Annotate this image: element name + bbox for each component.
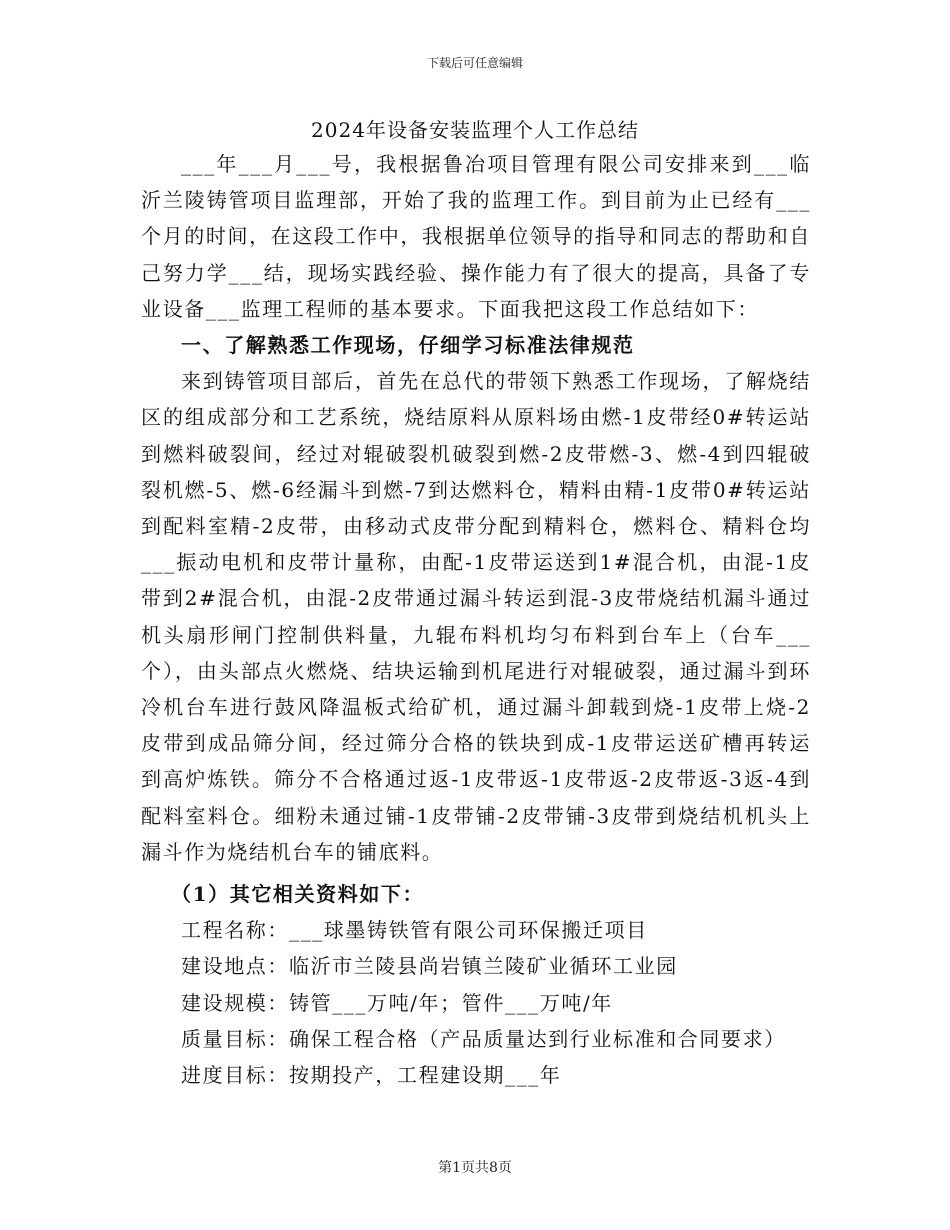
intro-paragraph: ___年___月___号，我根据鲁冶项目管理有限公司安排来到___临沂兰陵铸管项目监理部，开始了我的监理工作。到目前为止已经有___个月的时间，在这段工作中，我根据单位领导的指导和同志的帮助和自己努力学___结，现场实践经验、操作能力有了很大的提高，具备了专业设备___监理工程师的基本要求。下面我把这段工作总结如下： (141, 152, 811, 321)
subsection-heading: （1）其它相关资料如下： (171, 882, 425, 907)
info-line-location: 建设地点：临沂市兰陵县尚岩镇兰陵矿业循环工业园 (181, 954, 678, 979)
info-line-quality-target: 质量目标：确保工程合格（产品质量达到行业标准和合同要求） (181, 1026, 786, 1051)
section-1-paragraph: 来到铸管项目部后，首先在总代的带领下熟悉工作现场，了解烧结区的组成部分和工艺系统，烧结原料从原料场由燃-1皮带经0#转运站到燃料破裂间，经过对辊破裂机破裂到燃-2皮带燃-3、燃-4到四辊破裂机燃-5、燃-6经漏斗到燃-7到达燃料仓，精料由精-1皮带0#转运站到配料室精-2皮带，由移动式皮带分配到精料仓，燃料仓、精料仓均___振动电机和皮带计量称，由配-1皮带运送到1#混合机，由混-1皮带到2#混合机，由混-2皮带通过漏斗转运到混-3皮带烧结机漏斗通过机头扇形闸门控制供料量，九辊布料机均匀布料到台车上（台车___个），由头部点火燃烧、结块运输到机尾进行对辊破裂，通过漏斗到环冷机台车进行鼓风降温板式给矿机，通过漏斗卸载到烧-1皮带上烧-2皮带到成品筛分间，经过筛分合格的铁块到成-1皮带运送矿槽再转运到高炉炼铁。筛分不合格通过返-1皮带返-1皮带返-2皮带返-3返-4到配料室料仓。细粉未通过铺-1皮带铺-2皮带铺-3皮带到烧结机机头上漏斗作为烧结机台车的铺底料。 (141, 369, 811, 864)
info-line-project-name: 工程名称：___球墨铸铁管有限公司环保搬迁项目 (181, 918, 648, 943)
document-title: 2024年设备安装监理个人工作总结 (311, 118, 639, 142)
section-heading-1: 一、了解熟悉工作现场，仔细学习标准法律规范 (181, 333, 635, 358)
page-header-note: 下载后可任意编辑 (426, 56, 523, 70)
page-number: 第1页共8页 (438, 1160, 512, 1176)
info-line-schedule-target: 进度目标：按期投产，工程建设期___年 (181, 1063, 562, 1088)
info-line-scale: 建设规模：铸管___万吨/年；管件___万吨/年 (181, 990, 613, 1015)
document-body (141, 146, 811, 1093)
